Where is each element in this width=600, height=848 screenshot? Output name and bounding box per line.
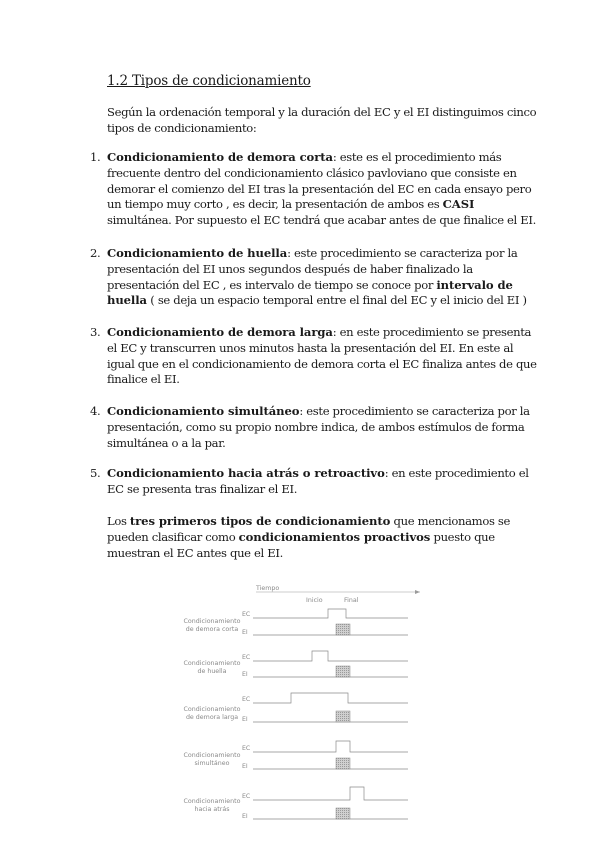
axis-label-inicio: Inicio [306,597,323,604]
row-label-line2: de demora larga [185,714,239,721]
list-item-demora-larga [90,325,540,388]
list-term: Condicionamiento de demora corta [107,150,333,164]
list-text: : en este procedimiento el EC se presenta tras finalizar el EI. [107,466,529,496]
closing-bold-2: condicionamientos proactivos [238,529,431,544]
row-hacia-atras [253,787,408,819]
row-label-hacia-atras [176,798,248,814]
closing-middle: que mencionamos se pueden clasificar como [107,514,510,544]
ei-label: EI [242,763,248,770]
list-text: : este es el procedimiento más frecuente dentro del condicionamiento clásico pavloviano que consiste en demorar el comienzo del EI tras la presentación del EC en cada ensayo pero un tiempo muy corto , es decir, la presentación de ambos es [107,150,532,212]
row-label-line1: Condicionamiento [183,752,241,759]
list-term: Condicionamiento de demora larga [107,325,333,339]
ec-signal [253,651,408,661]
ei-pulse [336,758,350,769]
row-label-line1: Condicionamiento [183,660,241,667]
closing-prefix: Los [107,514,130,528]
closing-paragraph [107,514,537,561]
axis-label-tiempo: Tiempo [256,585,280,592]
ei-label: EI [242,716,248,723]
ec-signal [253,787,408,800]
list-term: Condicionamiento hacia atrás o retroactivo [107,466,385,480]
row-label-line2: hacia atrás [194,806,230,813]
row-label-demora-corta [176,618,248,634]
list-number: 1. [90,150,101,164]
ei-pulse [336,666,350,677]
list-text: : este procedimiento se caracteriza por la presentación, como su propio nombre indica, de ambos estímulos de forma simultánea o a la par. [107,404,530,450]
ei-label: EI [242,629,248,636]
row-huella [253,651,408,677]
closing-suffix: puesto que muestran el EC antes que el EI. [107,529,495,560]
row-demora-corta [253,609,408,635]
ec-label: EC [242,654,251,661]
ei-label: EI [242,671,248,678]
axis-label-final: Final [344,597,359,604]
ei-label: EI [242,813,248,820]
ec-signal [253,693,408,703]
row-label-demora-larga [176,706,248,722]
ei-pulse [336,624,350,635]
row-label-line2: de huella [197,668,227,675]
list-number: 4. [90,404,101,418]
ei-pulse [336,808,350,819]
row-label-line1: Condicionamiento [183,798,241,805]
ec-label: EC [242,611,251,618]
row-demora-larga [253,693,408,722]
ec-label: EC [242,696,251,703]
timing-diagram-svg [176,580,420,824]
section-heading: 1.2 Tipos de condicionamiento [107,73,311,89]
conditioning-timing-diagram [176,580,420,824]
row-label-line1: Condicionamiento [183,706,241,713]
list-text: : este procedimiento se caracteriza por la presentación del EI unos segundos después de haber finalizado la presentación del EC , es intervalo de tiempo se conoce por [107,246,518,292]
row-simultaneo [253,741,408,769]
list-item-demora-corta [90,150,540,229]
ec-label: EC [242,745,251,752]
row-label-line2: de demora corta [185,626,239,633]
list-text: : en este procedimiento se presenta el EC y transcurren unos minutos hasta la presentación del EI. En este al igual que en el condicionamiento de demora corta el EC finaliza antes de que finalice el EI. [107,325,537,387]
list-term: Condicionamiento simultáneo [107,404,300,418]
list-bold-inline: intervalo de huella [107,277,513,308]
intro-paragraph: Según la ordenación temporal y la duración del EC y el EI distinguimos cinco tipos de condicionamiento: [107,105,537,135]
list-item-simultaneo [90,404,540,451]
list-term: Condicionamiento de huella [107,246,288,260]
row-label-line1: Condicionamiento [183,618,241,625]
list-number: 5. [90,466,101,480]
row-label-huella [176,660,248,676]
closing-bold-1: tres primeros tipos de condicionamiento [129,514,391,528]
row-label-line2: simultáneo [194,760,230,767]
list-text-after: simultánea. Por supuesto el EC tendrá que acabar antes de que finalice el EI. [107,213,536,228]
ec-signal [253,609,408,618]
list-text-after: ( se deja un espacio temporal entre el final del EC y el inicio del EI ) [146,293,527,308]
ec-label: EC [242,793,251,800]
list-item-retroactivo [90,466,540,498]
list-item-huella [90,246,540,309]
time-axis-arrow [415,590,420,594]
list-number: 2. [90,246,101,260]
ec-signal [253,741,408,752]
ei-pulse [336,711,350,722]
list-number: 3. [90,325,101,339]
list-bold-inline: CASI [442,197,475,212]
row-label-simultaneo [176,752,248,768]
